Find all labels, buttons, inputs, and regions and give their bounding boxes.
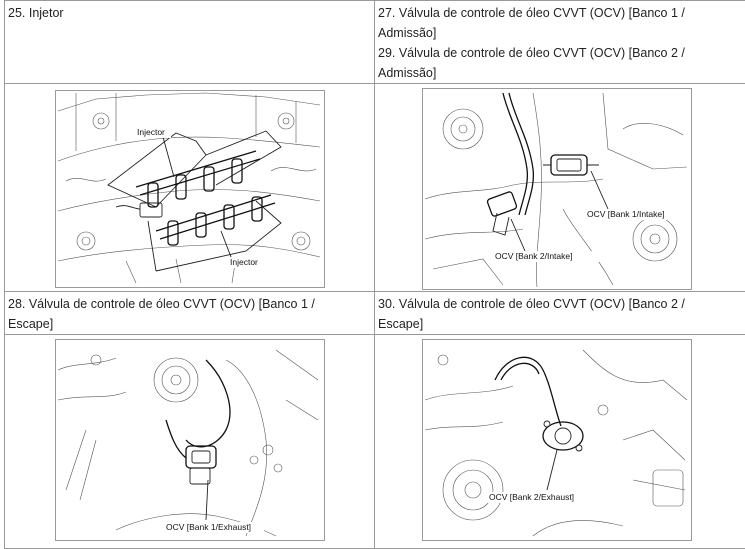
exhaust2-ocv-label: OCV [Bank 2/Exhaust] bbox=[489, 492, 574, 502]
caption-line: 25. Injetor bbox=[8, 3, 371, 23]
caption-28-exhaust-ocv-bank1 bbox=[5, 292, 375, 335]
caption-line: Escape] bbox=[8, 314, 371, 334]
caption-25-injector bbox=[5, 1, 375, 84]
exhaust1-ocv-diagram bbox=[55, 339, 325, 541]
caption-30-exhaust-ocv-bank2 bbox=[375, 292, 745, 335]
figure-cell-exhaust2-ocv bbox=[375, 335, 745, 549]
caption-line: 30. Válvula de controle de óleo CVVT (OCV) [Banco 2 / bbox=[378, 294, 743, 314]
intake-ocv-label-bank1: OCV [Bank 1/Intake] bbox=[587, 209, 664, 219]
exhaust1-ocv-label: OCV [Bank 1/Exhaust] bbox=[166, 522, 251, 532]
figure-cell-injector bbox=[5, 84, 375, 292]
caption-line: 29. Válvula de controle de óleo CVVT (OCV) [Banco 2 / bbox=[378, 43, 743, 63]
intake-ocv-diagram bbox=[422, 88, 692, 290]
component-table bbox=[4, 0, 745, 549]
caption-line: Admissão] bbox=[378, 63, 743, 83]
injector-label-top: Injector bbox=[137, 127, 165, 137]
intake-ocv-label-bank2: OCV [Bank 2/Intake] bbox=[495, 251, 572, 261]
caption-line: 27. Válvula de controle de óleo CVVT (OCV) [Banco 1 / bbox=[378, 3, 743, 23]
injector-label-bottom: Injector bbox=[230, 257, 258, 267]
caption-line: Admissão] bbox=[378, 23, 743, 43]
caption-line: Escape] bbox=[378, 314, 743, 334]
caption-27-29-intake-ocv bbox=[375, 1, 745, 84]
figure-cell-intake-ocv bbox=[375, 84, 745, 292]
exhaust2-ocv-diagram bbox=[422, 339, 692, 541]
caption-line: 28. Válvula de controle de óleo CVVT (OCV) [Banco 1 / bbox=[8, 294, 371, 314]
injector-diagram bbox=[55, 90, 325, 288]
figure-cell-exhaust1-ocv bbox=[5, 335, 375, 549]
